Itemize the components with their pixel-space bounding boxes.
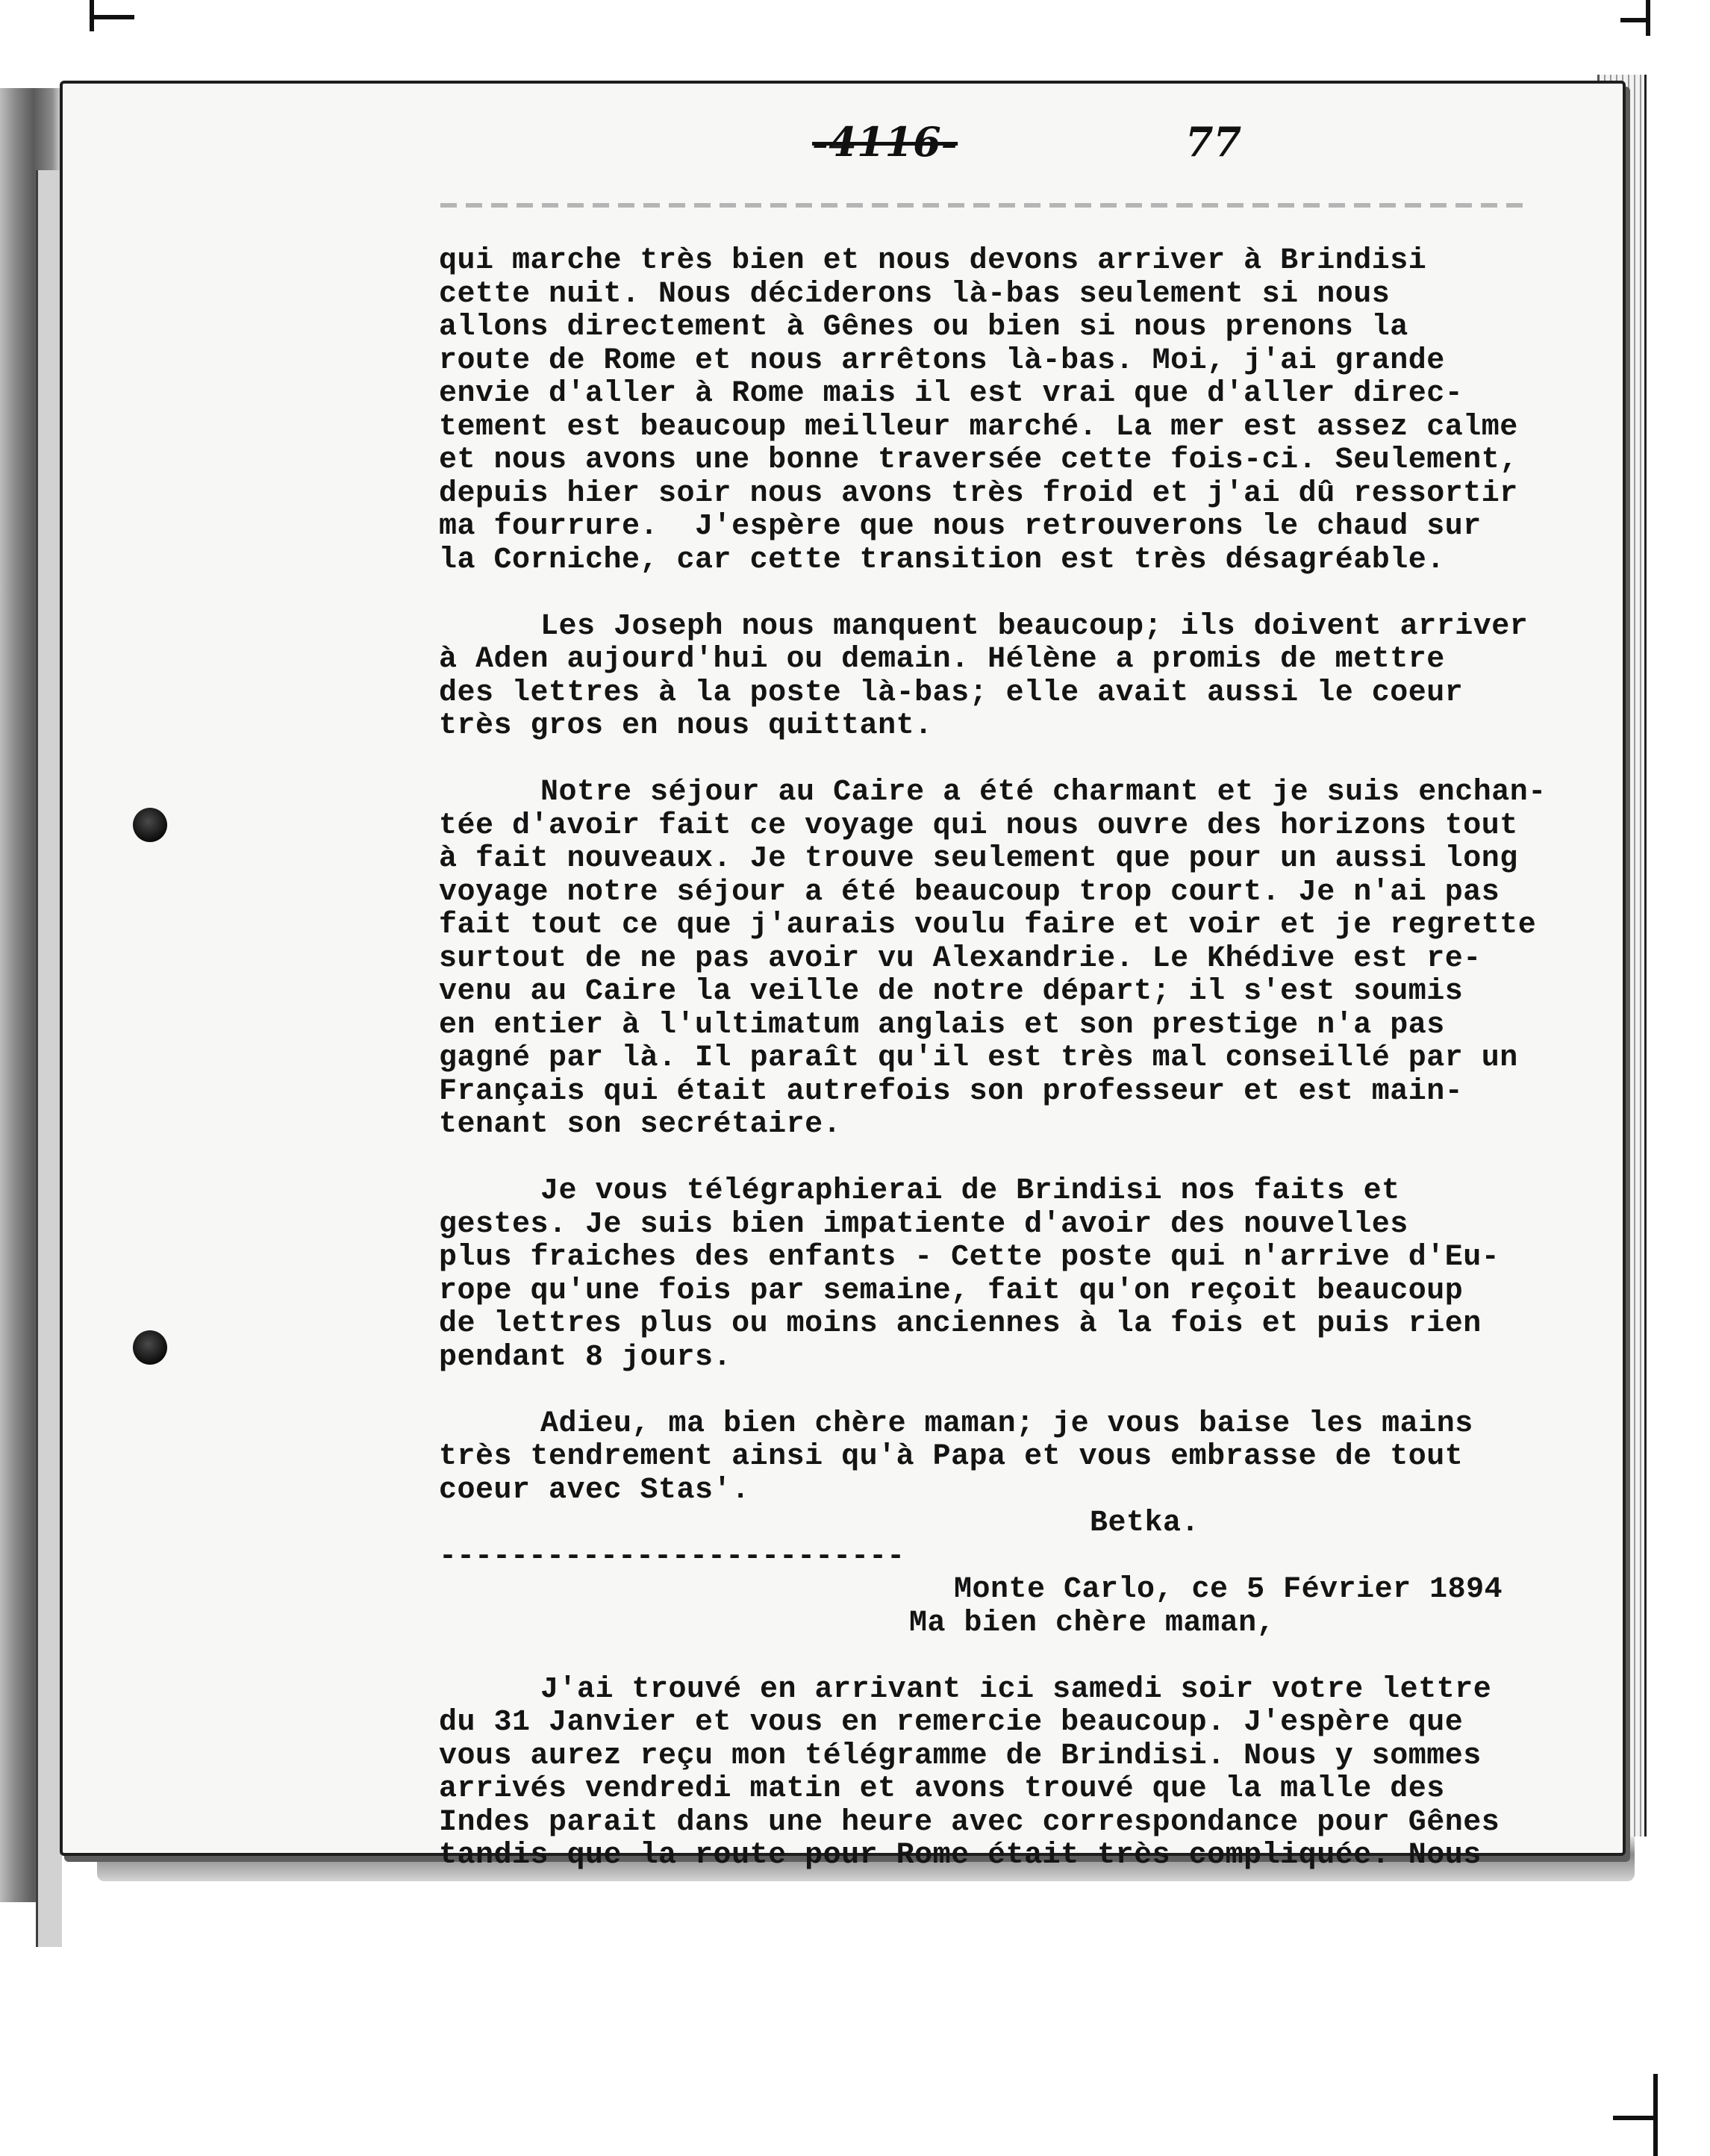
text-line: Indes parait dans une heure avec correspondance pour Gênes — [439, 1805, 1500, 1839]
paragraph-gap — [439, 577, 1581, 611]
paragraph-gap — [439, 1374, 1581, 1408]
text-line: Français qui était autrefois son professeur et est main- — [439, 1074, 1464, 1109]
text-line: des lettres à la poste là-bas; elle avait aussi le coeur — [439, 676, 1464, 710]
text-line: gagné par là. Il paraît qu'il est très mal conseillé par un — [439, 1041, 1518, 1075]
text-line: arrivés vendredi matin et avons trouvé que la malle des — [439, 1772, 1445, 1806]
text-line: tée d'avoir fait ce voyage qui nous ouvre des horizons tout — [439, 808, 1518, 843]
text-line: J'ai trouvé en arrivant ici samedi soir votre lettre — [540, 1672, 1492, 1707]
text-line: gestes. Je suis bien impatiente d'avoir des nouvelles — [439, 1207, 1408, 1241]
text-line: tement est beaucoup meilleur marché. La mer est assez calme — [439, 410, 1518, 444]
text-line: Les Joseph nous manquent beaucoup; ils doivent arriver — [540, 609, 1529, 644]
paragraph-gap — [439, 1142, 1581, 1176]
text-line: en entier à l'ultimatum anglais et son prestige n'a pas — [439, 1008, 1445, 1042]
paragraph-gap — [439, 744, 1581, 777]
text-line: fait tout ce que j'aurais voulu faire et voir et je regrette — [439, 909, 1537, 942]
text-line: plus fraiches des enfants - Cette poste qui n'arrive d'Eu- — [439, 1241, 1500, 1274]
text-line: route de Rome et nous arrêtons là-bas. Moi, j'ai grande — [439, 343, 1445, 378]
page-number: 77 — [1185, 118, 1242, 166]
binder-edge — [0, 88, 60, 1902]
letter-text — [439, 245, 1581, 1873]
text-line: Je vous télégraphierai de Brindisi nos faits et — [540, 1174, 1400, 1208]
punch-hole-bottom — [133, 1330, 167, 1365]
text-line: venu au Caire la veille de notre départ; il s'est soumis — [439, 975, 1464, 1009]
text-line: pendant 8 jours. — [439, 1340, 732, 1374]
text-line: très gros en nous quittant. — [439, 709, 933, 743]
text-line: envie d'aller à Rome mais il est vrai que d'aller direc- — [439, 377, 1464, 411]
salutation: Ma bien chère maman, — [909, 1606, 1276, 1640]
text-line: à Aden aujourd'hui ou demain. Hélène a promis de mettre — [439, 643, 1445, 676]
text-line: tenant son secrétaire. — [439, 1108, 842, 1141]
cropped-top-line — [440, 203, 1530, 208]
text-line: rope qu'une fois par semaine, fait qu'on reçoit beaucoup — [439, 1274, 1464, 1308]
struck-folio-number: -4116- — [812, 118, 958, 166]
paragraph-gap — [439, 1640, 1581, 1674]
text-line: coeur avec Stas'. — [439, 1473, 750, 1507]
binder-edge-inner — [36, 170, 62, 1947]
text-line: voyage notre séjour a été beaucoup trop court. Je n'ai pas — [439, 875, 1500, 909]
text-line: Notre séjour au Caire a été charmant et je suis enchan- — [540, 776, 1547, 809]
text-line: qui marche très bien et nous devons arriver à Brindisi — [439, 244, 1427, 278]
separator-line: -------------------------- — [439, 1539, 905, 1574]
signature: Betka. — [1090, 1507, 1200, 1540]
text-line: de lettres plus ou moins anciennes à la fois et puis rien — [439, 1307, 1482, 1341]
text-line: vous aurez reçu mon télégramme de Brindisi. Nous y sommes — [439, 1739, 1482, 1773]
text-line: depuis hier soir nous avons très froid et j'ai dû ressortir — [439, 476, 1518, 511]
crop-mark-top-right — [1616, 0, 1650, 36]
text-line: surtout de ne pas avoir vu Alexandrie. Le Khédive est re- — [439, 941, 1482, 976]
text-line: et nous avons une bonne traversée cette fois-ci. Seulement, — [439, 443, 1518, 477]
text-line: allons directement à Gênes ou bien si nous prenons la — [439, 311, 1408, 344]
crop-mark-bottom-right — [1608, 2074, 1658, 2156]
crop-mark-top-left — [90, 0, 139, 31]
text-line: tandis que la route pour Rome était très compliquée. Nous — [439, 1839, 1482, 1872]
text-line: très tendrement ainsi qu'à Papa et vous embrasse de tout — [439, 1440, 1464, 1474]
text-line: à fait nouveaux. Je trouve seulement que pour un aussi long — [439, 842, 1518, 876]
dateline: Monte Carlo, ce 5 Février 1894 — [954, 1573, 1503, 1607]
text-line: la Corniche, car cette transition est très désagréable. — [439, 543, 1445, 577]
text-line: Adieu, ma bien chère maman; je vous baise les mains — [540, 1406, 1473, 1441]
text-line: cette nuit. Nous déciderons là-bas seulement si nous — [439, 277, 1391, 311]
text-line: du 31 Janvier et vous en remercie beaucoup. J'espère que — [439, 1706, 1464, 1739]
text-line: ma fourrure. J'espère que nous retrouverons le chaud sur — [439, 510, 1482, 543]
punch-hole-top — [133, 808, 167, 842]
